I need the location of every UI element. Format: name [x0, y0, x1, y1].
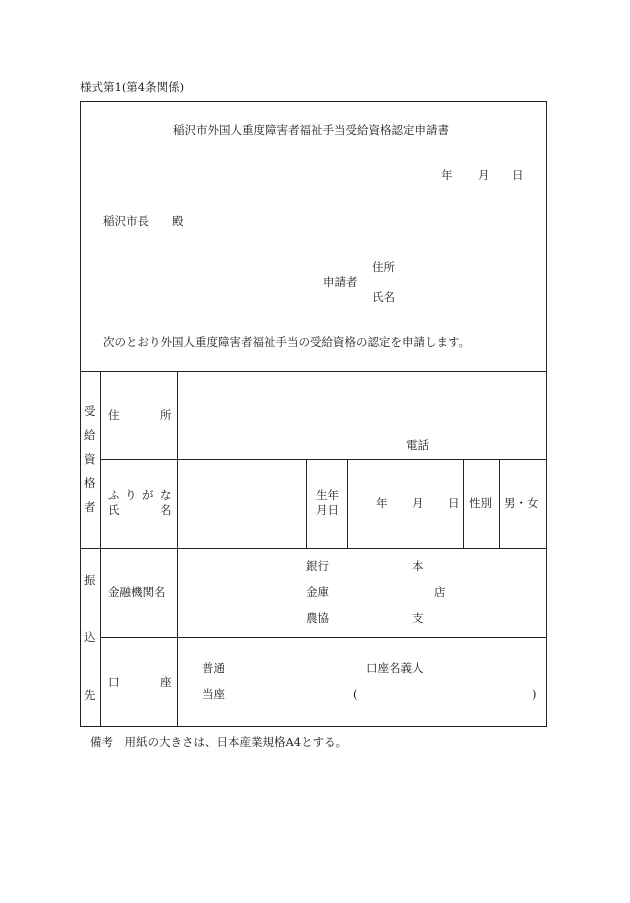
account-holder-label: 口座名義人	[366, 661, 424, 675]
account-type-ordinary: 普通	[202, 661, 225, 675]
birth-month[interactable]: 月	[412, 496, 424, 510]
grid-line-address-bottom	[100, 459, 547, 460]
date-day[interactable]: 日	[512, 168, 524, 182]
recipient-address-label-char-1: 住	[108, 408, 120, 422]
recipient-label-char-3: 資	[84, 452, 96, 466]
account-label-char-1: 口	[108, 675, 120, 689]
date-month[interactable]: 月	[478, 168, 490, 182]
grid-line-name-right	[306, 459, 307, 548]
remarks: 備考 用紙の大きさは、日本産業規格A4とする。	[90, 735, 348, 749]
branch-type-sub: 支	[412, 611, 424, 625]
furigana-char-3: が	[142, 488, 154, 502]
sex-options[interactable]: 男・女	[504, 496, 539, 510]
account-type-current: 当座	[202, 687, 225, 701]
grid-line-birth-label-right	[347, 459, 348, 548]
birth-day[interactable]: 日	[448, 496, 460, 510]
frame-right-border	[546, 101, 547, 727]
request-statement: 次のとおり外国人重度障害者福祉手当の受給資格の認定を申請します。	[103, 335, 471, 349]
applicant-address-label: 住所	[372, 260, 395, 274]
recipient-name-field[interactable]	[178, 460, 306, 548]
form-title: 稲沢市外国人重度障害者福祉手当受給資格認定申請書	[173, 123, 449, 137]
furigana-char-2: り	[125, 488, 137, 502]
sex-label: 性別	[469, 496, 492, 510]
frame-top-border	[80, 101, 547, 102]
institution-type-shinkin: 金庫	[306, 585, 329, 599]
name-label-char-2: 名	[160, 503, 172, 517]
furigana-char-1: ふ	[108, 488, 120, 502]
name-label-char-1: 氏	[108, 503, 120, 517]
transfer-label-char-2: 込	[84, 630, 96, 644]
birth-label-line-2: 月日	[316, 503, 339, 517]
recipient-phone-label: 電話	[406, 438, 429, 452]
form-number-label: 様式第1(第4条関係)	[80, 80, 185, 94]
birth-label-line-1: 生年	[316, 488, 339, 502]
transfer-label-char-3: 先	[84, 688, 96, 702]
account-field[interactable]	[178, 638, 546, 726]
birth-year[interactable]: 年	[376, 496, 388, 510]
date-year[interactable]: 年	[441, 168, 453, 182]
applicant-label: 申請者	[323, 275, 358, 289]
account-holder-paren-close: )	[532, 687, 537, 701]
grid-line-sex-label-right	[499, 459, 500, 548]
transfer-label-char-1: 振	[84, 573, 96, 587]
recipient-address-label-char-2: 所	[160, 408, 172, 422]
furigana-char-4: な	[160, 488, 172, 502]
addressee-honorific: 殿	[172, 214, 184, 228]
recipient-label-char-4: 格	[84, 476, 96, 490]
account-label-char-2: 座	[160, 675, 172, 689]
institution-label: 金融機関名	[108, 585, 166, 599]
recipient-label-char-5: 者	[84, 500, 96, 514]
institution-type-nokyo: 農協	[306, 611, 329, 625]
frame-bottom-border	[80, 726, 547, 727]
recipient-label-char-1: 受	[84, 404, 96, 418]
branch-type-store: 店	[434, 585, 446, 599]
institution-field[interactable]	[178, 549, 546, 637]
applicant-name-label: 氏名	[372, 290, 395, 304]
recipient-address-field[interactable]	[178, 372, 546, 459]
frame-left-border	[80, 101, 81, 727]
account-holder-paren-open: (	[353, 687, 358, 701]
branch-type-head: 本	[412, 559, 424, 573]
grid-line-section-label-right	[100, 371, 101, 727]
institution-type-bank: 銀行	[306, 559, 329, 573]
addressee: 稲沢市長	[103, 214, 149, 228]
recipient-label-char-2: 給	[84, 428, 96, 442]
grid-line-birth-date-right	[463, 459, 464, 548]
